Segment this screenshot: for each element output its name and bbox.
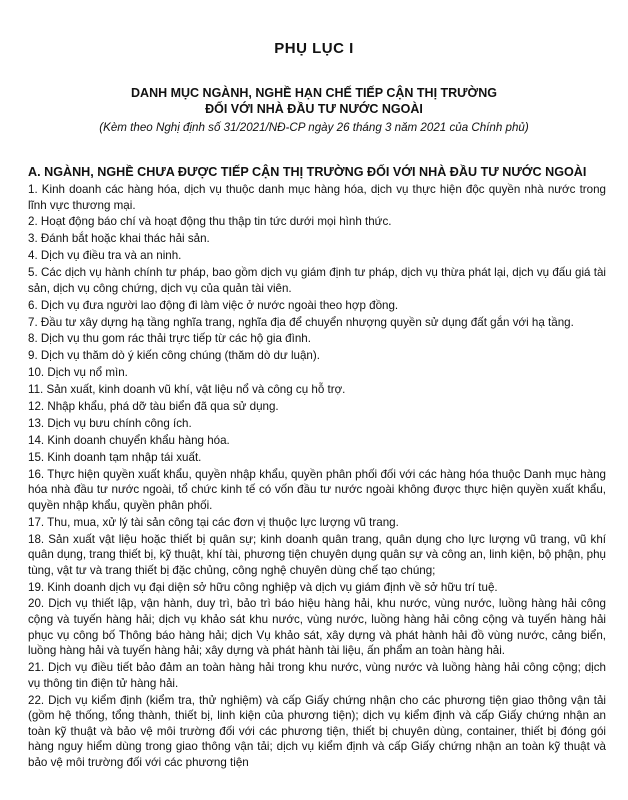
- list-item: 18. Sản xuất vật liệu hoặc thiết bị quân sự; kinh doanh quân trang, quân dụng cho lực lượng vũ trang, vũ khí quân dụng, trang thiết bị, kỹ thuật, khí tài, phương tiện chuyên dụng quân sự và công an, linh kiện, bộ phận, phụ tùng, vật tư và trang thiết bị đặc chủng, công nghệ chuyên dùng chế tạo chúng;: [28, 532, 606, 577]
- document-title-line-2: ĐỐI VỚI NHÀ ĐẦU TƯ NƯỚC NGOÀI: [205, 102, 423, 116]
- list-item: 13. Dịch vụ bưu chính công ích.: [28, 416, 192, 430]
- decree-reference: (Kèm theo Nghị định số 31/2021/NĐ-CP ngày 26 tháng 3 năm 2021 của Chính phủ): [99, 121, 529, 134]
- list-item: 9. Dịch vụ thăm dò ý kiến công chúng (thăm dò dư luận).: [28, 349, 320, 363]
- appendix-title: PHỤ LỤC I: [274, 40, 354, 57]
- list-item: 22. Dịch vụ kiểm định (kiểm tra, thử nghiệm) và cấp Giấy chứng nhận cho các phương tiện giao thông vận tải (gồm hệ thống, tổng thành, thiết bị, linh kiện của phương tiện); dịch vụ kiểm định và cấp Giấy chứng nhận an toàn kỹ thuật và bảo vệ môi trường đối với các phương tiện, thiết bị chuyên dùng, container, thiết bị đóng gói hàng nguy hiểm dùng trong giao thông vận tải; dịch vụ kiểm định và cấp Giấy chứng nhận an toàn kỹ thuật và bảo vệ môi trường đối với các phương tiện: [28, 693, 606, 770]
- section-a-heading: A. NGÀNH, NGHỀ CHƯA ĐƯỢC TIẾP CẬN THỊ TRƯỜNG ĐỐI VỚI NHÀ ĐẦU TƯ NƯỚC NGOÀI: [28, 165, 587, 179]
- list-item: 19. Kinh doanh dịch vụ đại diện sở hữu công nghiệp và dịch vụ giám định về sở hữu trí tuệ.: [28, 580, 498, 594]
- list-item: 15. Kinh doanh tạm nhập tái xuất.: [28, 450, 202, 464]
- list-item: 14. Kinh doanh chuyển khẩu hàng hóa.: [28, 433, 230, 447]
- list-item: 16. Thực hiện quyền xuất khẩu, quyền nhập khẩu, quyền phân phối đối với các hàng hóa thuộc Danh mục hàng hóa nhà đầu tư nước ngoài, tổ chức kinh tế có vốn đầu tư nước ngoài không được thực hiện quyền xuất khẩu, quyền nhập khẩu, quyền phân phối.: [28, 467, 606, 512]
- list-item: 8. Dịch vụ thu gom rác thải trực tiếp từ các hộ gia đình.: [28, 332, 311, 346]
- list-item: 12. Nhập khẩu, phá dỡ tàu biển đã qua sử dụng.: [28, 399, 279, 413]
- list-item: 6. Dịch vụ đưa người lao động đi làm việc ở nước ngoài theo hợp đồng.: [28, 298, 399, 312]
- list-item: 1. Kinh doanh các hàng hóa, dịch vụ thuộc danh mục hàng hóa, dịch vụ thực hiện độc quyền nhà nước trong lĩnh vực thương mại.: [28, 183, 606, 212]
- list-item: 11. Sản xuất, kinh doanh vũ khí, vật liệu nổ và công cụ hỗ trợ.: [28, 383, 346, 397]
- item-list: [28, 182, 606, 772]
- list-item: 3. Đánh bắt hoặc khai thác hải sản.: [28, 232, 210, 246]
- list-item: 10. Dịch vụ nổ mìn.: [28, 366, 128, 380]
- list-item: 7. Đầu tư xây dựng hạ tầng nghĩa trang, nghĩa địa để chuyển nhượng quyền sử dụng đất gắn với hạ tầng.: [28, 315, 574, 329]
- list-item: 21. Dịch vụ điều tiết bảo đảm an toàn hàng hải trong khu nước, vùng nước và luồng hàng hải công cộng; dịch vụ thông tin điện tử hàng hải.: [28, 661, 606, 690]
- list-item: 5. Các dịch vụ hành chính tư pháp, bao gồm dịch vụ giám định tư pháp, dịch vụ thừa phát lại, dịch vụ đấu giá tài sản, dịch vụ công chứng, dịch vụ của quản tài viên.: [28, 266, 606, 295]
- list-item: 20. Dịch vụ thiết lập, vận hành, duy trì, bảo trì báo hiệu hàng hải, khu nước, vùng nước, luồng hàng hải công cộng và tuyến hàng hải; dịch vụ khảo sát khu nước, vùng nước, luồng hàng hải công cộng và tuyến hàng hải phục vụ công bố Thông báo hàng hải; dịch Vụ khảo sát, xây dựng và phát hành hải đồ vùng nước, cảng biển, luồng hàng hải và tuyến hàng hải; xây dựng và phát hành tài liệu, ấn phẩm an toàn hàng hải.: [28, 597, 606, 658]
- document-title-line-1: DANH MỤC NGÀNH, NGHỀ HẠN CHẾ TIẾP CẬN THỊ TRƯỜNG: [131, 86, 497, 100]
- list-item: 17. Thu, mua, xử lý tài sản công tại các đơn vị thuộc lực lượng vũ trang.: [28, 515, 399, 529]
- list-item: 4. Dịch vụ điều tra và an ninh.: [28, 249, 182, 263]
- list-item: 2. Hoạt động báo chí và hoạt động thu thập tin tức dưới mọi hình thức.: [28, 215, 392, 229]
